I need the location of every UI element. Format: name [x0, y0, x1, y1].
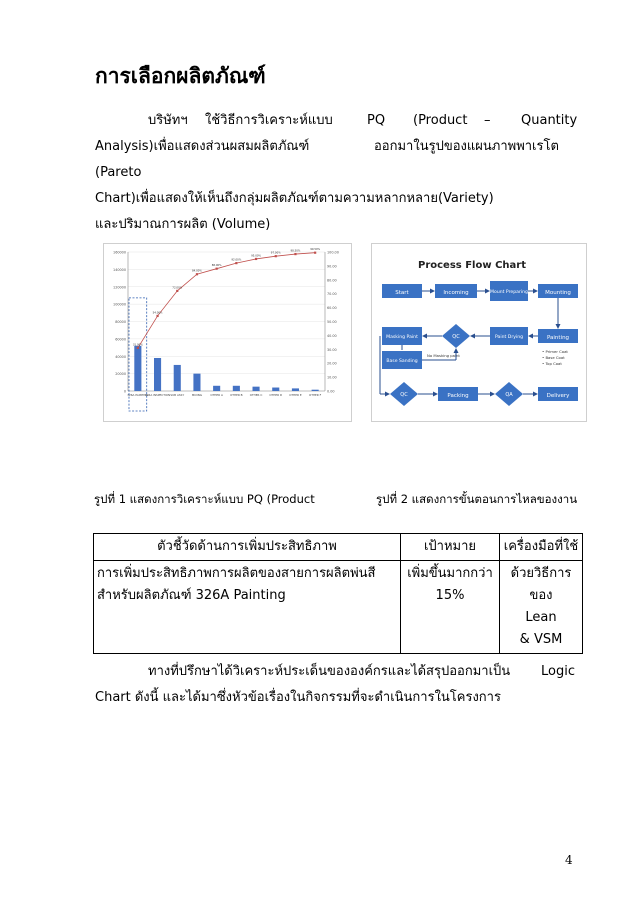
flow-painting-label: Painting — [546, 335, 570, 341]
flow-no-masking-note: No Masking paint — [427, 353, 460, 358]
para1-word-company: บริษัทฯ — [148, 113, 188, 128]
kpi-tools-cell — [500, 561, 583, 654]
cumulative-label: 92.00% — [231, 258, 242, 262]
cumulative-point — [235, 262, 237, 264]
cumulative-label: 98.50% — [290, 249, 301, 253]
flow-mounting-label: Mounting — [545, 290, 571, 296]
kpi-table-header-row — [94, 534, 583, 561]
flow-masking-label: Masking Paint — [386, 335, 418, 340]
y-tick-label: 40000 — [115, 354, 126, 359]
kpi-table-row — [94, 561, 583, 654]
flow-legend-top: • Top Coat — [542, 361, 562, 366]
para1-line2a: Analysis)เพื่อแสดงส่วนผสมผลิตภัณฑ์ — [95, 139, 310, 154]
bar-8 — [272, 388, 279, 391]
y2-tick-label: 60.00 — [327, 306, 337, 311]
kpi-indicator-line1: การเพิ่มประสิทธิภาพการผลิตของสายการผลิตพ่นสี — [97, 566, 376, 581]
para2-line2: Chart ดังนี้ และได้มาซึ่งหัวข้อเรื่องในกิจกรรมที่จะดำเนินการในโครงการ — [95, 690, 501, 705]
cumulative-point — [294, 253, 296, 255]
y-tick-label: 100000 — [113, 302, 126, 307]
kpi-target-cell — [401, 561, 500, 654]
flow-legend-primer: • Primer Coat — [542, 349, 568, 354]
y-tick-label: 0 — [123, 389, 126, 394]
bar-5 — [213, 386, 220, 391]
flow-start-label: Start — [395, 290, 409, 296]
y-tick-label: 120000 — [113, 285, 126, 290]
cumulative-point — [196, 273, 198, 275]
y2-tick-label: 30.00 — [327, 347, 337, 352]
cumulative-point — [156, 315, 158, 317]
flow-paint-drying-label: Paint Drying — [494, 335, 524, 340]
cumulative-point — [314, 252, 316, 254]
x-tick-label: MIXING — [191, 393, 203, 397]
flow-mount-label: Mount Preparing — [490, 290, 528, 295]
process-flow-chart — [372, 244, 586, 421]
cumulative-label: 88.00% — [211, 264, 222, 268]
y2-tick-label: 20.00 — [327, 361, 337, 366]
para1-word-product: (Product — [413, 113, 468, 128]
bar-9 — [292, 388, 299, 391]
bar-1 — [134, 346, 141, 391]
kpi-header-target: เป้าหมาย — [401, 534, 500, 561]
section-title: การเลือกผลิตภัณฑ์ — [95, 64, 266, 88]
cumulative-point — [176, 290, 178, 292]
y2-tick-label: 100.00 — [327, 250, 339, 255]
para2-line1b: Logic — [541, 664, 575, 679]
flow-legend-base: • Base Coat — [542, 355, 565, 360]
cumulative-label: 84.00% — [192, 269, 202, 273]
bar-4 — [193, 374, 200, 391]
pareto-chart-figure — [103, 243, 352, 422]
bar-6 — [233, 386, 240, 391]
pareto-chart — [104, 244, 351, 421]
bar-10 — [312, 390, 319, 391]
x-tick-label: OTHER E — [289, 393, 302, 397]
flow-qc1-label: QC — [452, 334, 460, 340]
para1-word-method: ใช้วิธีการวิเคราะห์แบบ — [205, 113, 333, 128]
cumulative-label: 54.00% — [152, 311, 163, 315]
kpi-header-tools: เครื่องมือที่ใช้ — [500, 534, 583, 561]
para1-line3: (Pareto — [95, 165, 142, 180]
y-tick-label: 140000 — [113, 267, 126, 272]
kpi-header-indicator: ตัวชี้วัดด้านการเพิ่มประสิทธิภาพ — [94, 534, 401, 561]
y-tick-label: 160000 — [113, 250, 126, 255]
cumulative-label: 97.00% — [270, 251, 281, 255]
para1-word-quantity: Quantity — [521, 113, 578, 128]
process-flow-figure — [371, 243, 587, 422]
para1-word-pq: PQ — [367, 113, 386, 128]
para1-line4: Chart)เพื่อแสดงให้เห็นถึงกลุ่มผลิตภัณฑ์ตามความหลากหลาย(Variety) — [95, 191, 494, 206]
y2-tick-label: 90.00 — [327, 264, 337, 269]
cumulative-point — [275, 255, 277, 257]
flow-title: Process Flow Chart — [418, 260, 526, 271]
kpi-table — [93, 533, 583, 654]
x-tick-label: SUB ASSY — [170, 393, 185, 397]
x-tick-label: OTHER C — [249, 393, 263, 397]
y2-tick-label: 50.00 — [327, 320, 337, 324]
flow-base-sanding-label: Base Sanding — [386, 359, 418, 364]
kpi-tools-line1: ด้วยวิธีการของ — [510, 566, 572, 603]
cumulative-label: 99.50% — [310, 248, 321, 252]
cumulative-point — [137, 347, 139, 349]
kpi-tools-line2: Lean — [525, 610, 557, 625]
bar-7 — [253, 387, 260, 391]
cumulative-point — [216, 268, 218, 270]
y2-tick-label: 70.00 — [327, 292, 337, 297]
y2-tick-label: 0.00 — [327, 389, 335, 394]
y2-tick-label: 80.00 — [327, 278, 337, 283]
flow-delivery-label: Delivery — [546, 393, 570, 399]
kpi-tools-line3: & VSM — [519, 632, 563, 647]
bar-3 — [174, 365, 181, 391]
flow-packing-label: Packing — [447, 393, 469, 399]
y-tick-label: 20000 — [115, 372, 126, 377]
x-tick-label: OTHER F — [309, 393, 322, 397]
cumulative-label: 95.00% — [251, 254, 261, 258]
x-tick-label: 326A INSPECTION — [145, 393, 171, 397]
flow-qa-label: QA — [505, 392, 513, 398]
cumulative-line — [138, 253, 315, 348]
x-tick-label: OTHER B — [230, 393, 243, 397]
bar-2 — [154, 358, 161, 391]
x-tick-label: 326A PAINTING — [127, 393, 149, 397]
cumulative-label: 72.00% — [172, 286, 183, 290]
y2-tick-label: 40.00 — [327, 333, 337, 338]
kpi-indicator-line2: สำหรับผลิตภัณฑ์ 326A Painting — [97, 588, 286, 603]
para1-line5: และปริมาณการผลิต (Volume) — [95, 217, 271, 232]
para2-line1a: ทางที่ปรึกษาได้วิเคราะห์ประเด็นขององค์กรและได้สรุปออกมาเป็น — [148, 664, 511, 679]
para1-line2b: ออกมาในรูปของแผนภาพพาเรโต — [374, 139, 559, 154]
y2-tick-label: 10.00 — [327, 375, 337, 380]
y-tick-label: 80000 — [115, 320, 126, 324]
x-tick-label: OTHER D — [269, 393, 283, 397]
kpi-target-line2: 15% — [435, 588, 465, 603]
flow-qc2-label: QC — [400, 392, 408, 398]
y-tick-label: 60000 — [115, 337, 126, 342]
kpi-target-line1: เพิ่มขึ้นมากกว่า — [407, 566, 493, 581]
figure1-caption: รูปที่ 1 แสดงการวิเคราะห์แบบ PQ (Product — [94, 492, 315, 506]
kpi-indicator-cell — [94, 561, 401, 654]
cumulative-label: 31.00% — [132, 343, 143, 347]
figure2-caption: รูปที่ 2 แสดงการขั้นตอนการไหลของงาน — [376, 492, 578, 506]
para1-dash: – — [484, 113, 491, 128]
x-tick-label: OTHER A — [210, 393, 223, 397]
flow-incoming-label: Incoming — [443, 290, 469, 296]
page-number: 4 — [565, 853, 573, 867]
cumulative-point — [255, 258, 257, 260]
